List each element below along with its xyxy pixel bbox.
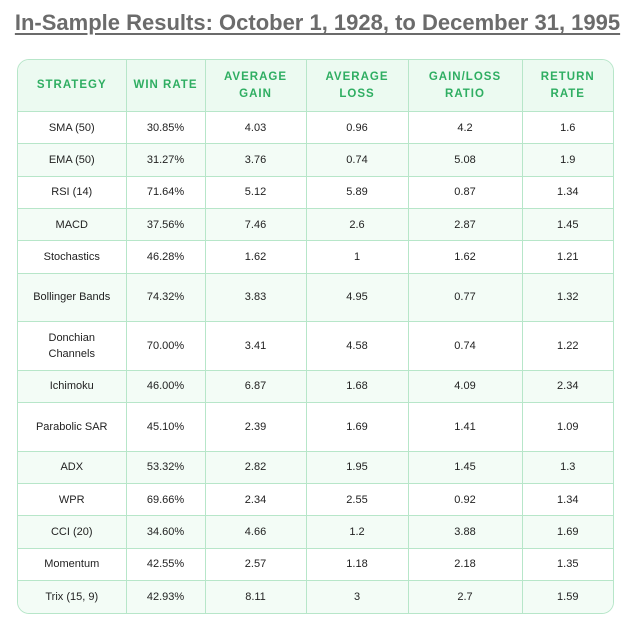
- cell-average-gain: 2.57: [205, 548, 306, 580]
- table-row: [18, 484, 613, 516]
- column-header-average-gain: AVERAGE GAIN: [205, 60, 306, 112]
- table-row: [18, 370, 613, 402]
- cell-average-loss: 0.96: [306, 112, 408, 144]
- cell-return-rate: 1.59: [522, 581, 613, 613]
- cell-average-gain: 3.41: [205, 322, 306, 371]
- cell-gain-loss-ratio: 2.87: [408, 209, 522, 241]
- cell-gain-loss-ratio: 0.77: [408, 273, 522, 322]
- cell-win-rate: 37.56%: [126, 209, 205, 241]
- table-row: [18, 451, 613, 483]
- cell-strategy: WPR: [18, 484, 126, 516]
- table-header-row: [18, 60, 613, 112]
- cell-strategy: SMA (50): [18, 112, 126, 144]
- cell-return-rate: 1.34: [522, 484, 613, 516]
- cell-return-rate: 1.34: [522, 176, 613, 208]
- cell-win-rate: 34.60%: [126, 516, 205, 548]
- cell-win-rate: 42.55%: [126, 548, 205, 580]
- cell-strategy: Momentum: [18, 548, 126, 580]
- cell-average-loss: 0.74: [306, 144, 408, 176]
- cell-win-rate: 30.85%: [126, 112, 205, 144]
- cell-average-loss: 4.58: [306, 322, 408, 371]
- cell-average-loss: 1.69: [306, 403, 408, 452]
- cell-strategy: EMA (50): [18, 144, 126, 176]
- cell-return-rate: 1.3: [522, 451, 613, 483]
- cell-gain-loss-ratio: 0.74: [408, 322, 522, 371]
- table-row: [18, 144, 613, 176]
- cell-strategy: Ichimoku: [18, 370, 126, 402]
- cell-average-loss: 2.55: [306, 484, 408, 516]
- cell-gain-loss-ratio: 1.62: [408, 241, 522, 273]
- cell-return-rate: 2.34: [522, 370, 613, 402]
- cell-strategy: Trix (15, 9): [18, 581, 126, 613]
- cell-win-rate: 69.66%: [126, 484, 205, 516]
- cell-average-gain: 8.11: [205, 581, 306, 613]
- cell-average-loss: 3: [306, 581, 408, 613]
- cell-average-gain: 4.66: [205, 516, 306, 548]
- cell-average-loss: 1.95: [306, 451, 408, 483]
- cell-return-rate: 1.35: [522, 548, 613, 580]
- cell-win-rate: 74.32%: [126, 273, 205, 322]
- table-row: [18, 516, 613, 548]
- cell-strategy: CCI (20): [18, 516, 126, 548]
- cell-average-loss: 1: [306, 241, 408, 273]
- table-row: [18, 112, 613, 144]
- cell-gain-loss-ratio: 4.09: [408, 370, 522, 402]
- cell-average-gain: 1.62: [205, 241, 306, 273]
- cell-win-rate: 46.28%: [126, 241, 205, 273]
- cell-strategy: MACD: [18, 209, 126, 241]
- cell-average-loss: 2.6: [306, 209, 408, 241]
- cell-average-loss: 1.68: [306, 370, 408, 402]
- cell-return-rate: 1.69: [522, 516, 613, 548]
- cell-return-rate: 1.22: [522, 322, 613, 371]
- cell-gain-loss-ratio: 1.45: [408, 451, 522, 483]
- cell-average-gain: 6.87: [205, 370, 306, 402]
- results-table-container: [17, 59, 614, 614]
- cell-win-rate: 70.00%: [126, 322, 205, 371]
- column-header-gain-loss-ratio: GAIN/LOSS RATIO: [408, 60, 522, 112]
- cell-return-rate: 1.32: [522, 273, 613, 322]
- cell-strategy: Donchian Channels: [18, 322, 126, 371]
- cell-win-rate: 71.64%: [126, 176, 205, 208]
- cell-return-rate: 1.9: [522, 144, 613, 176]
- cell-strategy: Bollinger Bands: [18, 273, 126, 322]
- cell-gain-loss-ratio: 4.2: [408, 112, 522, 144]
- cell-gain-loss-ratio: 0.92: [408, 484, 522, 516]
- cell-gain-loss-ratio: 0.87: [408, 176, 522, 208]
- cell-gain-loss-ratio: 2.18: [408, 548, 522, 580]
- cell-average-gain: 3.83: [205, 273, 306, 322]
- page-title: In-Sample Results: October 1, 1928, to December 31, 1995: [14, 10, 621, 35]
- cell-gain-loss-ratio: 5.08: [408, 144, 522, 176]
- column-header-win-rate: WIN RATE: [126, 60, 205, 112]
- cell-average-loss: 1.18: [306, 548, 408, 580]
- cell-win-rate: 45.10%: [126, 403, 205, 452]
- cell-average-loss: 4.95: [306, 273, 408, 322]
- cell-return-rate: 1.09: [522, 403, 613, 452]
- column-header-return-rate: RETURN RATE: [522, 60, 613, 112]
- cell-average-gain: 7.46: [205, 209, 306, 241]
- cell-average-gain: 2.34: [205, 484, 306, 516]
- table-row: [18, 241, 613, 273]
- cell-gain-loss-ratio: 3.88: [408, 516, 522, 548]
- table-row: [18, 322, 613, 371]
- table-row: [18, 403, 613, 452]
- cell-win-rate: 42.93%: [126, 581, 205, 613]
- cell-average-loss: 1.2: [306, 516, 408, 548]
- table-row: [18, 581, 613, 613]
- cell-average-gain: 3.76: [205, 144, 306, 176]
- cell-average-gain: 5.12: [205, 176, 306, 208]
- cell-return-rate: 1.6: [522, 112, 613, 144]
- cell-win-rate: 31.27%: [126, 144, 205, 176]
- table-row: [18, 209, 613, 241]
- cell-win-rate: 53.32%: [126, 451, 205, 483]
- results-table: [18, 60, 613, 613]
- cell-gain-loss-ratio: 2.7: [408, 581, 522, 613]
- cell-win-rate: 46.00%: [126, 370, 205, 402]
- cell-average-gain: 2.39: [205, 403, 306, 452]
- table-row: [18, 548, 613, 580]
- column-header-average-loss: AVERAGE LOSS: [306, 60, 408, 112]
- cell-average-gain: 4.03: [205, 112, 306, 144]
- table-row: [18, 176, 613, 208]
- cell-return-rate: 1.21: [522, 241, 613, 273]
- column-header-strategy: STRATEGY: [18, 60, 126, 112]
- cell-strategy: RSI (14): [18, 176, 126, 208]
- cell-gain-loss-ratio: 1.41: [408, 403, 522, 452]
- table-body: [18, 112, 613, 614]
- cell-strategy: ADX: [18, 451, 126, 483]
- cell-return-rate: 1.45: [522, 209, 613, 241]
- cell-average-loss: 5.89: [306, 176, 408, 208]
- cell-average-gain: 2.82: [205, 451, 306, 483]
- cell-strategy: Stochastics: [18, 241, 126, 273]
- cell-strategy: Parabolic SAR: [18, 403, 126, 452]
- table-row: [18, 273, 613, 322]
